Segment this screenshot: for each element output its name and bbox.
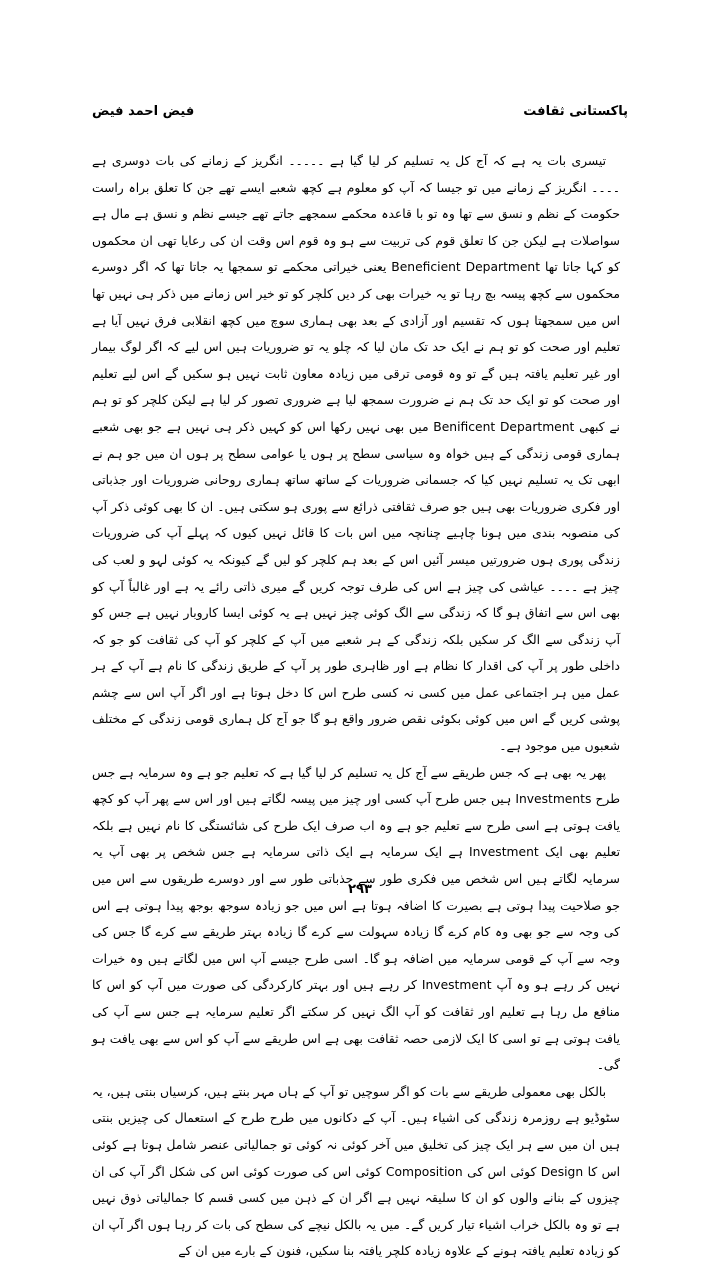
paragraph: بالکل بھی معمولی طریقے سے بات کو اگر سوچیں تو آپ کے ہاں مہر بنتے ہیں، کرسیاں بنتی ہیں، یہ سٹوڈیو ہے روزمرہ زندگی کی اشیاء ہیں۔ آپ کے دکانوں میں طرح طرح کے استعمال کی چیزیں بنتی ہیں ان میں سے ہر ایک چیز کی تخلیق میں آخر کوئی نہ کوئی تو جمالیاتی عنصر شامل ہوتا ہے کوئی اس کا Design کوئی اس کی Composition کوئی اس کی صورت کوئی اس کی شکل اگر آپ کی ان چیزوں کے بنانے والوں کو ان کا سلیقہ نہیں ہے اگر ان کے ذہن میں کسی قسم کا جمالیاتی ذوق نہیں ہے تو وہ بالکل خراب اشیاء تیار کریں گے۔ میں یہ بالکل نیچے کی سطح کی بات کر رہا ہوں اگر آپ ان کو زیادہ تعلیم یافتہ ہونے کے علاوہ زیادہ کلچر یافتہ بنا سکیں، فنون کے بارے میں ان کے [92, 1084, 620, 1259]
paragraph: تیسری بات یہ ہے کہ آج کل یہ تسلیم کر لیا گیا ہے ۔۔۔۔۔ انگریز کے زمانے کی بات دوسری ہے ۔۔۔۔ انگریز کے زمانے میں تو جیسا کہ آپ کو معلوم ہے کچھ شعبے ایسے تھے جن کا تعلق براہ راست حکومت کے نظم و نسق سے تھا وہ تو با قاعدہ محکمے سمجھے جاتے تھے جیسے نظم و نسق ہے مال ہے سواصلات ہے لیکن جن کا تعلق قوم کی تربیت سے ہو وہ قوم اس وقت ان کی رعایا تھی ان محکموں کو کہا جاتا تھا Beneficient Department یعنی خیراتی محکمے تو سمجھا یہ جاتا تھا کہ اگر دوسرے محکموں سے کچھ پیسہ بچ رہا تو یہ خیرات بھی کر دیں کلچر کو تو خیر اس زمانے میں ذکر ہی نہیں تھا اس میں سمجھتا ہوں کہ تقسیم اور آزادی کے بعد بھی ہماری سوچ میں کچھ انقلابی فرق نہیں آیا ہے تعلیم اور صحت کو تو ہم نے ایک حد تک مان لیا کہ چلو یہ تو ضروریات ہیں اس لیے کہ اگر لوگ بیمار اور غیر تعلیم یافتہ ہیں گے تو وہ قومی ترقی میں زیادہ معاون ثابت نہیں ہو سکیں گے اس لیے تعلیم اور صحت کو تو ایک حد تک ہم نے ضرورت سمجھ لیا ہے ضروری تصور کر لیا ہے لیکن کلچر کو تو ہم نے کبھی Benificent Department میں بھی نہیں رکھا اس کو کہیں ذکر ہی نہیں ہے جو بھی شعبے ہماری قومی زندگی کے ہیں خواہ وہ سیاسی سطح پر ہوں یا عوامی سطح پر ہوں ان میں جو ہم نے ابھی تک یہ تسلیم نہیں کیا کہ جسمانی ضروریات کے ساتھ ساتھ ہماری روحانی ضروریات اور جذباتی اور فکری ضروریات بھی ہیں جو صرف ثقافتی ذرائع سے پوری ہو سکتی ہیں۔ ان کا بھی کوئی ذکر آپ کی منصوبہ بندی میں ہونا چاہیے چنانچہ میں اس بات کا قائل نہیں کیوں کہ پہلے آپ کی ضروریات زندگی پوری ہوں ضرورتیں میسر آئیں اس کے بعد ہم کلچر کو لیں گے کیونکہ یہ کوئی لہو و لعب کی چیز ہے ۔۔۔۔ عیاشی کی چیز ہے اس کی طرف توجہ کریں گے میری ذاتی رائے یہ ہے اور غالباً آپ کو بھی اس سے اتفاق ہو گا کہ زندگی سے الگ کوئی چیز نہیں ہے یہ کوئی ایسا کاروبار نہیں ہے جس کو آپ زندگی سے الگ کر سکیں بلکہ زندگی کے ہر شعبے میں آپ کے کلچر کو آپ کی ثقافت کو جو کہ داخلی طور پر آپ کی اقدار کا نظام ہے اور ظاہری طور پر آپ کے طریق زندگی کا نام ہے آپ کے ہر عمل میں ہر اجتماعی عمل میں کسی نہ کسی طرح اس کا دخل ہوتا ہے اور اگر آپ اس سے چشم پوشی کریں گے اس میں کوئی بکوئی نقص ضرور واقع ہو گا جو آج کل ہماری قومی زندگی کے مختلف شعبوں میں موجود ہے۔ [92, 154, 620, 754]
page-header [92, 104, 628, 126]
paragraph: پھر یہ بھی ہے کہ جس طریقے سے آج کل یہ تسلیم کر لیا گیا ہے کہ تعلیم جو ہے وہ سرمایہ ہے جس طرح Investments ہیں جس طرح آپ کسی اور چیز میں پیسہ لگاتے ہیں اور اس سے پھر آپ کو کچھ یافت ہوتی ہے اسی طرح سے تعلیم جو ہے وہ اب صرف ایک طرح کی شائستگی کا نام نہیں ہے بلکہ تعلیم بھی ایک Investment ہے ایک سرمایہ ہے ایک ذاتی سرمایہ ہے جس شخص پر بھی آپ یہ سرمایہ لگاتے ہیں اس شخص میں فکری طور سے جذباتی طور سے اور دوسرے طریقوں سے اس میں جو صلاحیت پیدا ہوتی ہے بصیرت کا اضافہ ہوتا ہے اس میں جو زیادہ سوجھ بوجھ پیدا ہوتی ہے اس کی وجہ سے جو بھی وہ کام کرے گا زیادہ سہولت سے کرے گا زیادہ بہتر طریقے سے کرے گا جس کی وجہ سے آپ کے قومی سرمایہ میں اضافہ ہو گا۔ اسی طرح جیسے آپ اس میں لگاتے ہیں وہ خیرات نہیں کر رہے ہو وہ آپ Investment کر رہے ہیں اور بہتر کارکردگی کی صورت میں آپ کو اس کا منافع مل رہا ہے تعلیم اور ثقافت کو آپ الگ نہیں کر سکتے اگر تعلیم سرمایہ ہے جس سے آپ کی یافت ہوتی ہے تو اسی کا ایک لازمی حصہ ثقافت بھی ہے اس طریقے سے آپ کو اس سے بھی یافت ہو گی۔ [92, 765, 621, 1073]
body-text [92, 148, 620, 1265]
book-title: پاکستانی ثقافت [523, 104, 628, 119]
author-name: فیض احمد فیض [92, 104, 195, 119]
page-number: ۲۹۳ [348, 882, 372, 897]
